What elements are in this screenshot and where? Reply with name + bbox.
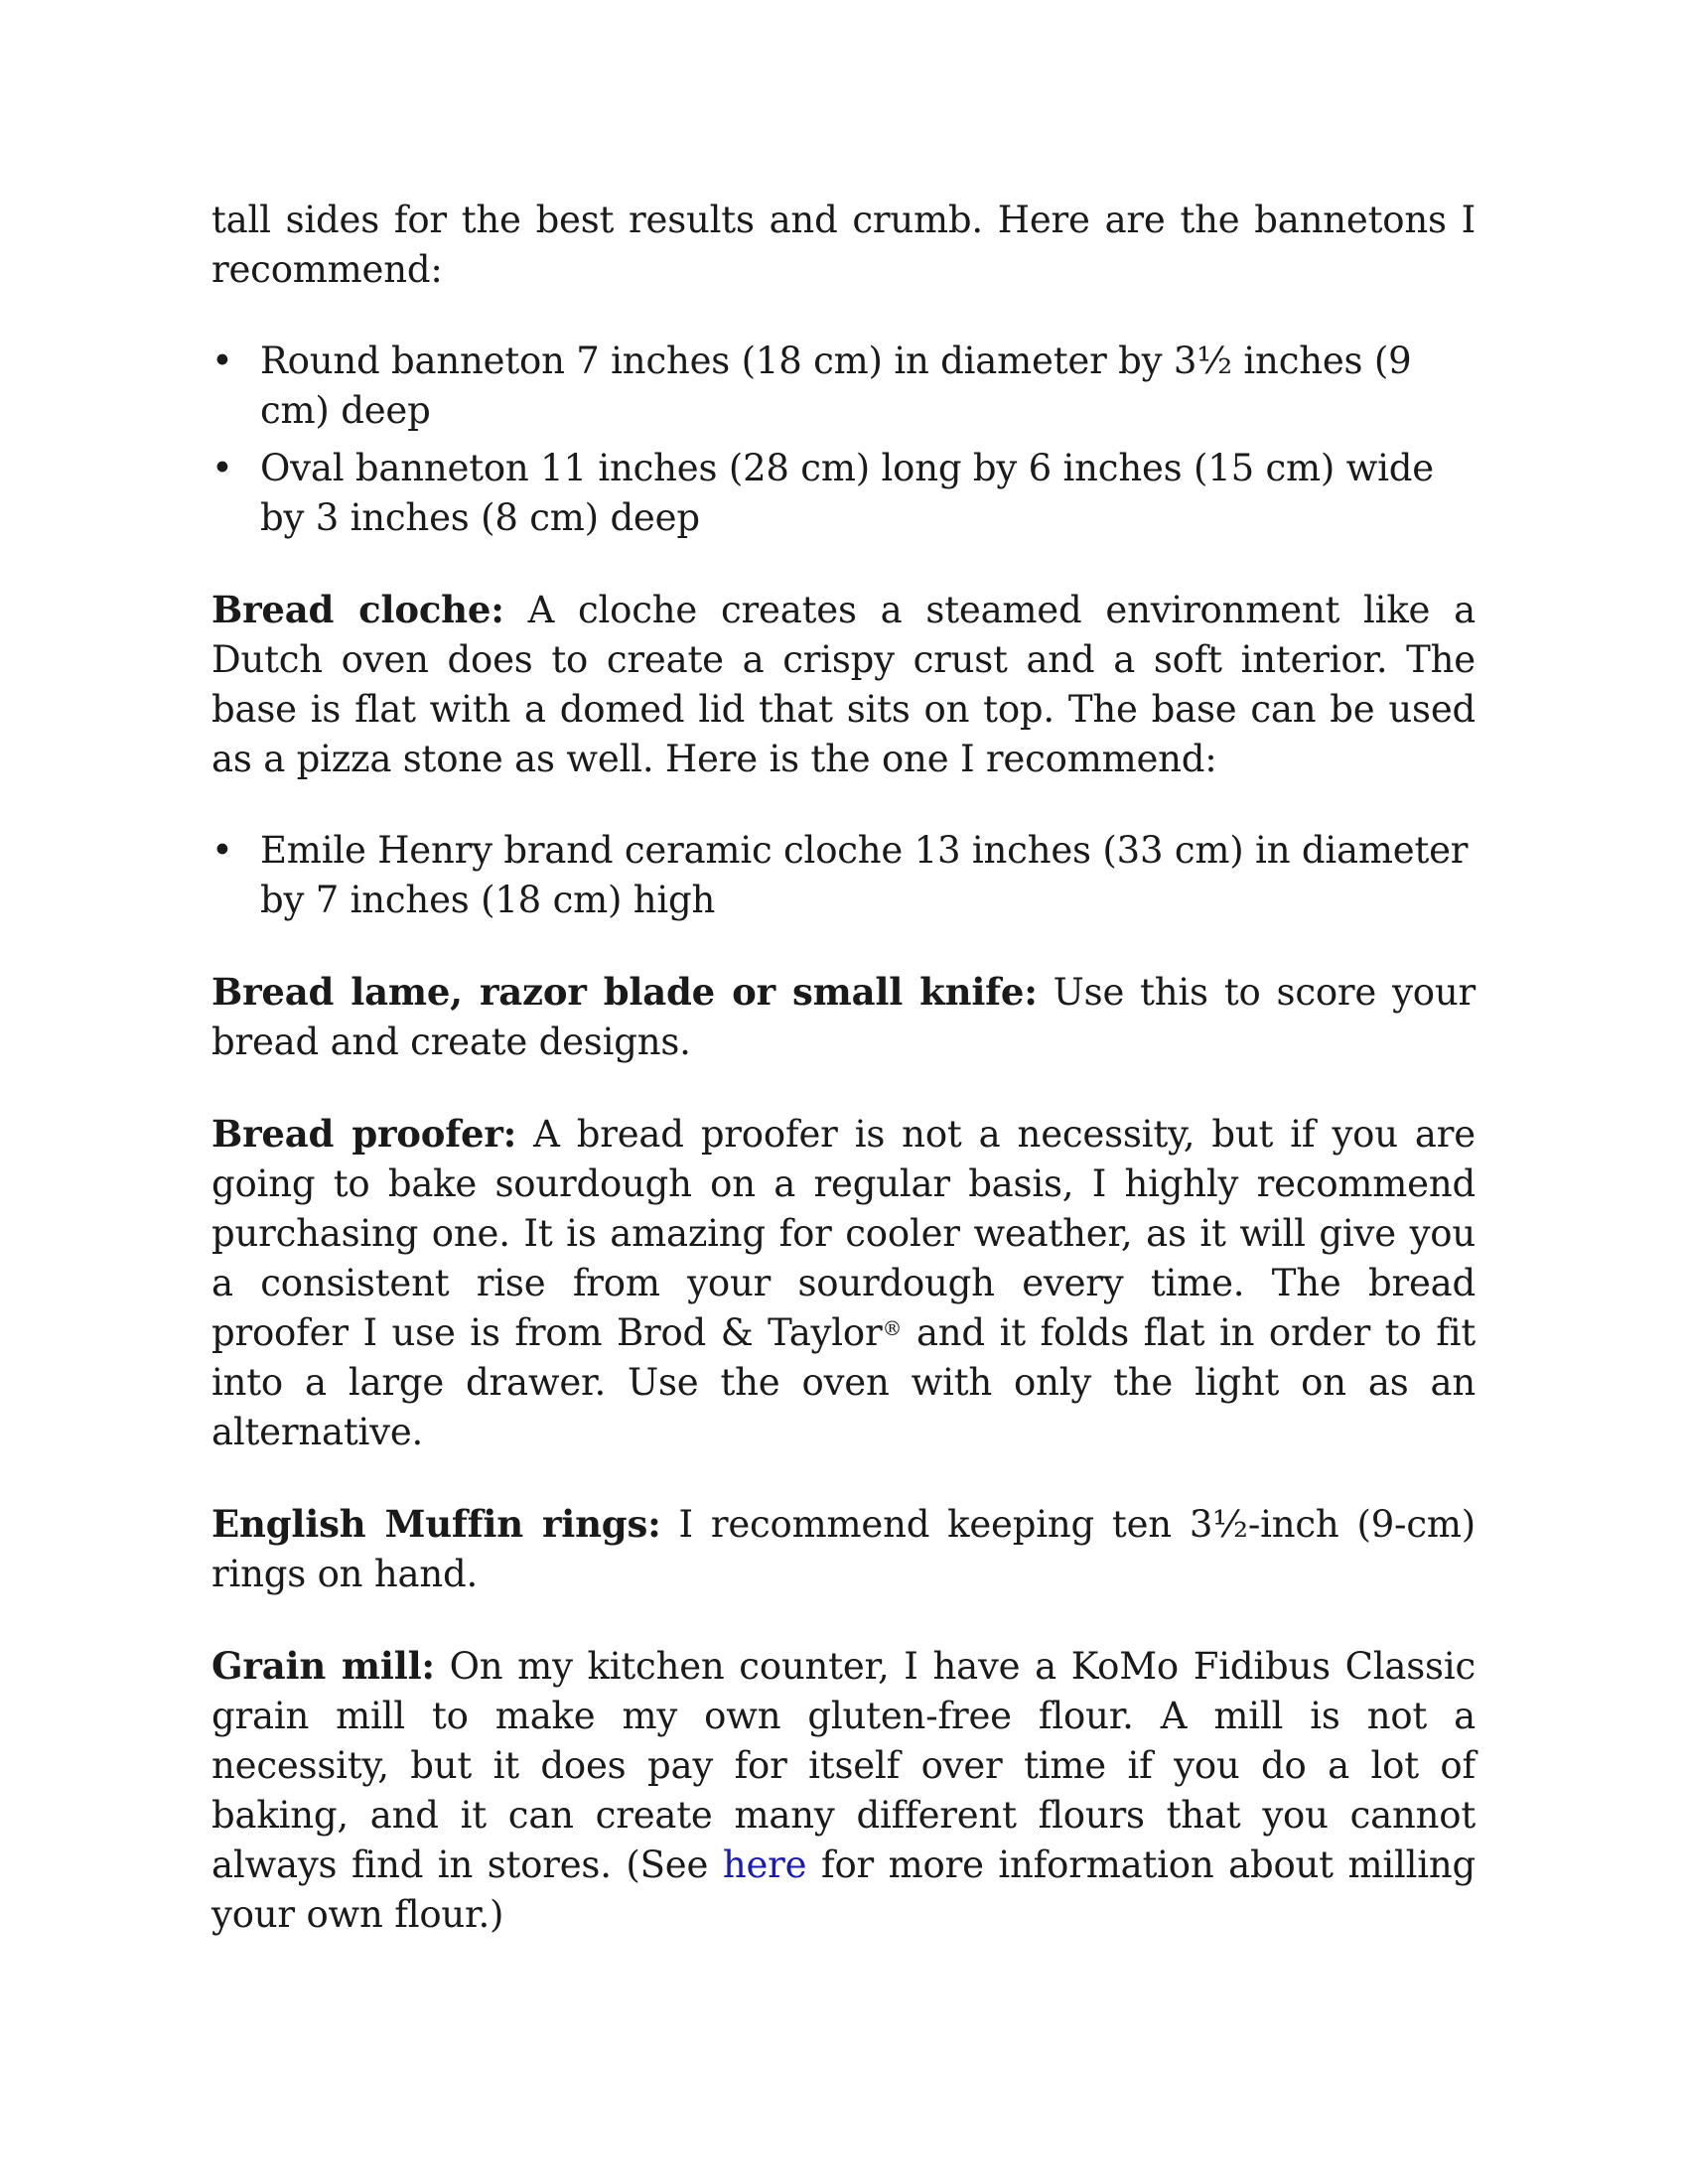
milling-info-link[interactable]: here <box>722 1843 807 1886</box>
cloche-list <box>211 826 1476 925</box>
term-heading: Bread proofer: <box>211 1112 517 1156</box>
bullet-icon: • <box>211 340 233 382</box>
banneton-list <box>211 337 1476 543</box>
list-item: • Oval banneton 11 inches (28 cm) long by 6 inches (15 cm) wide by 3 inches (8 cm) deep <box>211 444 1476 543</box>
english-muffin-paragraph: English Muffin rings: I recommend keeping ten 3½-inch (9-cm) rings on hand. <box>211 1502 1476 1595</box>
term-heading: Bread cloche: <box>211 588 504 631</box>
intro-paragraph: tall sides for the best results and crumb. Here are the bannetons I recommend: <box>211 199 1476 291</box>
list-item: • Emile Henry brand ceramic cloche 13 inches (33 cm) in diameter by 7 inches (18 cm) high <box>211 826 1476 925</box>
bullet-icon: • <box>211 447 233 489</box>
list-item: • Round banneton 7 inches (18 cm) in diameter by 3½ inches (9 cm) deep <box>211 337 1476 436</box>
bread-cloche-paragraph: Bread cloche: A cloche creates a steamed environment like a Dutch oven does to create a crispy crust and a soft interior. The base is flat with a domed lid that sits on top. The base can be used as a pizza stone as well. Here is the one I recommend: <box>211 588 1477 780</box>
grain-mill-paragraph: Grain mill: On my kitchen counter, I have a KoMo Fidibus Classic grain mill to make my own gluten-free flour. A mill is not a necessity, but it does pay for itself over time if you do a lot of baking, and it can create many different flours that you cannot always find in stores. (See here for more information about milling your own flour.) <box>211 1644 1476 1936</box>
bread-lame-paragraph: Bread lame, razor blade or small knife: Use this to score your bread and create designs. <box>211 970 1476 1063</box>
document-page <box>211 196 1476 1981</box>
term-heading: Bread lame, razor blade or small knife: <box>211 970 1038 1014</box>
registered-mark: ® <box>882 1316 903 1340</box>
term-heading: Grain mill: <box>211 1644 435 1688</box>
bread-proofer-paragraph: Bread proofer: A bread proofer is not a necessity, but if you are going to bake sourdough on a regular basis, I highly recommend purchasing one. It is amazing for cooler weather, as it will give you a consistent rise from your sourdough every time. The bread proofer I use is from Brod & Taylor® and it folds flat in order to fit into a large drawer. Use the oven with only the light on as an alternative. <box>211 1112 1477 1453</box>
term-heading: English Muffin rings: <box>211 1502 661 1546</box>
bullet-icon: • <box>211 829 233 872</box>
